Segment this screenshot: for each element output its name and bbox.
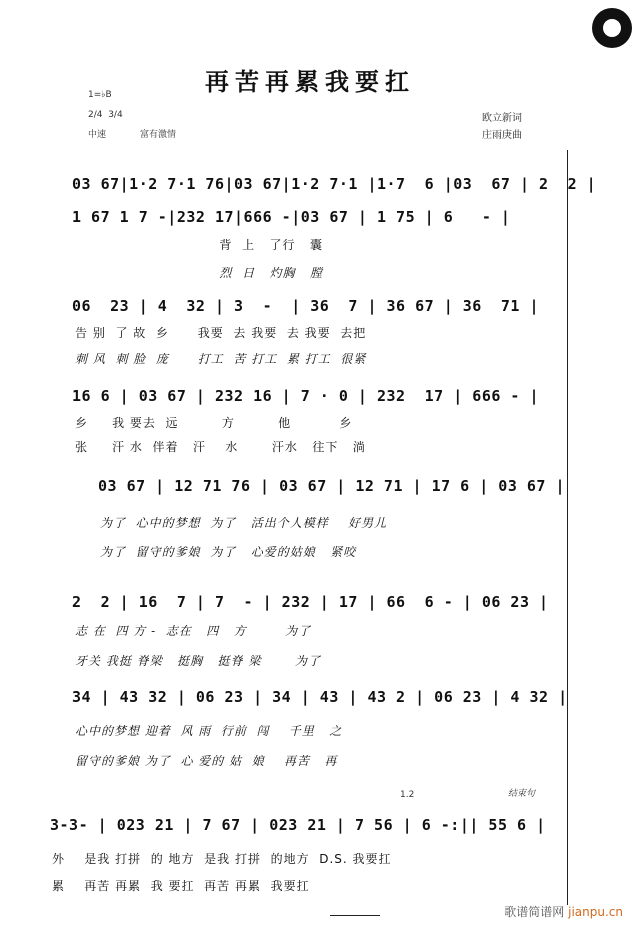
lyric-line: 为了 心中的梦想 为了 活出个人模样 好男儿 (100, 516, 387, 530)
ending-mark: 结束句 (508, 789, 536, 799)
lyric-line: 为了 留守的爹娘 为了 心爱的姑娘 紧咬 (100, 545, 357, 559)
watermark-cn: 歌谱简谱网 (504, 905, 565, 919)
lyric-line: 背 上 了行 囊 (75, 238, 323, 252)
mood: 富有激情 (140, 130, 177, 140)
page-border (567, 150, 568, 905)
notation-row: 06 23 | 4 32 | 3 - | 36 7 | 36 67 | 36 71 | (72, 297, 540, 315)
song-title: 再苦再累我要扛 (205, 67, 415, 96)
lyric-line: 留守的爹娘 为了 心 爱的 姑 娘 再苦 再 (75, 754, 338, 768)
key-signature: 1=♭B (88, 90, 112, 100)
watermark (504, 903, 623, 920)
notation-row: 03 67 | 12 71 76 | 03 67 | 12 71 | 17 6 | 03 67 | (98, 477, 566, 495)
notation-row: 2 2 | 16 7 | 7 - | 232 | 17 | 66 6 - | 06 23 | (72, 593, 549, 611)
watermark-url: jianpu.cn (568, 905, 623, 919)
notation-row: 1 67 1 7 -|232 17|666 -|03 67 | 1 75 | 6 - | (72, 208, 511, 226)
lyricist: 欧立新词 (482, 113, 522, 124)
lyric-line: 刺 风 刺 脸 庞 打工 苦 打工 累 打工 很紧 (75, 352, 367, 366)
notation-row: 34 | 43 32 | 06 23 | 34 | 43 | 43 2 | 06 23 | 4 32 | (72, 688, 568, 706)
lyric-line: 累 再苦 再累 我 要扛 再苦 再累 我要扛 (52, 879, 310, 893)
lyric-line: 外 是我 打拼 的 地方 是我 打拼 的地方 D.S. 我要扛 (52, 852, 392, 866)
lyric-line: 心中的梦想 迎着 风 雨 行前 闯 千里 之 (75, 724, 343, 738)
lyric-line: 乡 我 要去 远 方 他 乡 (75, 416, 353, 430)
lyric-line: 告 别 了 故 乡 我要 去 我要 去 我要 去把 (75, 326, 367, 340)
time-signature: 2/4 3/4 (88, 110, 123, 120)
lyric-line: 志 在 四 方 - 志在 四 方 为了 (75, 624, 312, 638)
notation-row: 16 6 | 03 67 | 232 16 | 7 · 0 | 232 17 | 666 - | (72, 387, 540, 405)
divider (330, 915, 380, 916)
tempo: 中速 (88, 130, 107, 140)
lyric-line: 张 汗 水 伴着 汗 水 汗水 往下 淌 (75, 440, 366, 454)
lyric-line: 烈 日 灼胸 膛 (75, 266, 323, 280)
notation-row: 3-3- | 023 21 | 7 67 | 023 21 | 7 56 | 6 -:|| 55 6 | (50, 816, 546, 834)
lyric-line: 牙关 我挺 脊梁 挺胸 挺脊 梁 为了 (75, 654, 322, 668)
volta-mark: 1.2 (400, 790, 415, 800)
notation-row: 03 67|1·2 7·1 76|03 67|1·2 7·1 |1·7 6 |03 67 | 2 2 | (72, 175, 597, 193)
corner-logo-icon (592, 8, 632, 48)
composer: 庄雨庚曲 (482, 130, 522, 141)
